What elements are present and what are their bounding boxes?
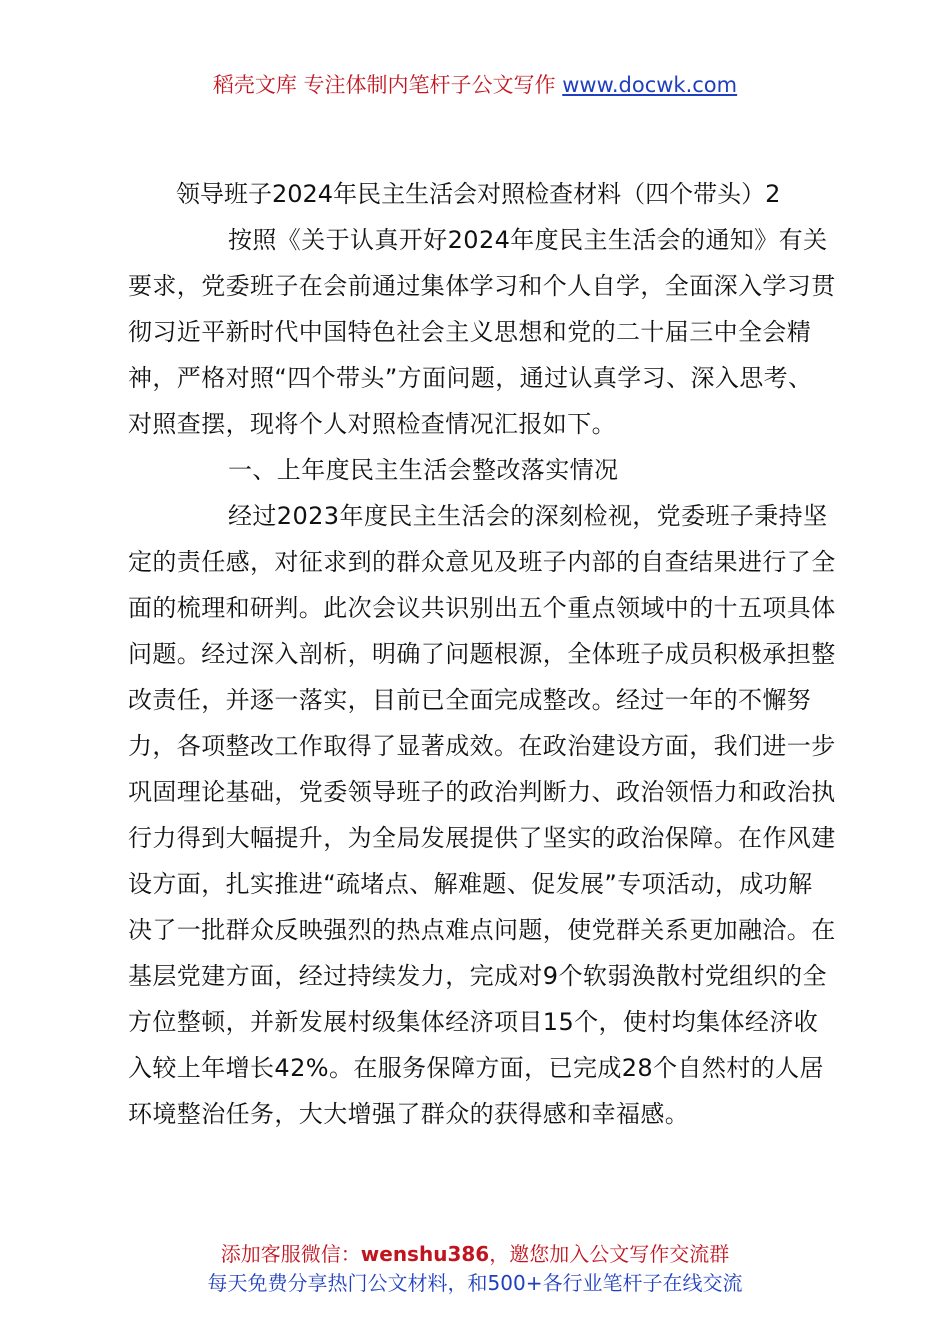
section-heading: 一、上年度民主生活会整改落实情况: [228, 456, 619, 484]
footer-share-line: 每天免费分享热门公文材料，和500+各行业笔杆子在线交流: [207, 1271, 743, 1295]
header-brand: 稻壳文库 专注体制内笔杆子公文写作: [212, 73, 556, 97]
header-url-link[interactable]: www.docwk.com: [562, 73, 738, 97]
site-header: [0, 70, 950, 100]
footer-wechat-id: wenshu386: [360, 1242, 490, 1266]
document-body: [128, 171, 836, 1137]
section-body-paragraph: 经过2023年度民主生活会的深刻检视，党委班子秉持坚定的责任感，对征求到的群众意见及班子内部的自查结果进行了全面的梳理和研判。此次会议共识别出五个重点领域中的十五项具体问题。经过深入剖析，明确了问题根源，全体班子成员积极承担整改责任，并逐一落实，目前已全面完成整改。经过一年的不懈努力，各项整改工作取得了显著成效。在政治建设方面，我们进一步巩固理论基础，党委领导班子的政治判断力、政治领悟力和政治执行力得到大幅提升，为全局发展提供了坚实的政治保障。在作风建设方面，扎实推进“疏堵点、解难题、促发展”专项活动，成功解决了一批群众反映强烈的热点难点问题，使党群关系更加融洽。在基层党建方面，经过持续发力，完成对9个软弱涣散村党组织的全方位整顿，并新发展村级集体经济项目15个，使村均集体经济收入较上年增长42%。在服务保障方面，已完成28个自然村的人居环境整治任务，大大增强了群众的获得感和幸福感。: [128, 502, 836, 1128]
document-title: 领导班子2024年民主生活会对照检查材料（四个带头）2: [176, 180, 781, 208]
footer-wechat-line: [0, 1240, 950, 1269]
footer-wechat-suffix: ，邀您加入公文写作交流群: [489, 1242, 730, 1266]
intro-paragraph: 按照《关于认真开好2024年度民主生活会的通知》有关要求，党委班子在会前通过集体学习和个人自学，全面深入学习贯彻习近平新时代中国特色社会主义思想和党的二十届三中全会精神，严格对照“四个带头”方面问题，通过认真学习、深入思考、对照查摆，现将个人对照检查情况汇报如下。: [128, 226, 836, 438]
footer-wechat-prefix: 添加客服微信：: [220, 1242, 361, 1266]
site-footer: [0, 1240, 950, 1298]
